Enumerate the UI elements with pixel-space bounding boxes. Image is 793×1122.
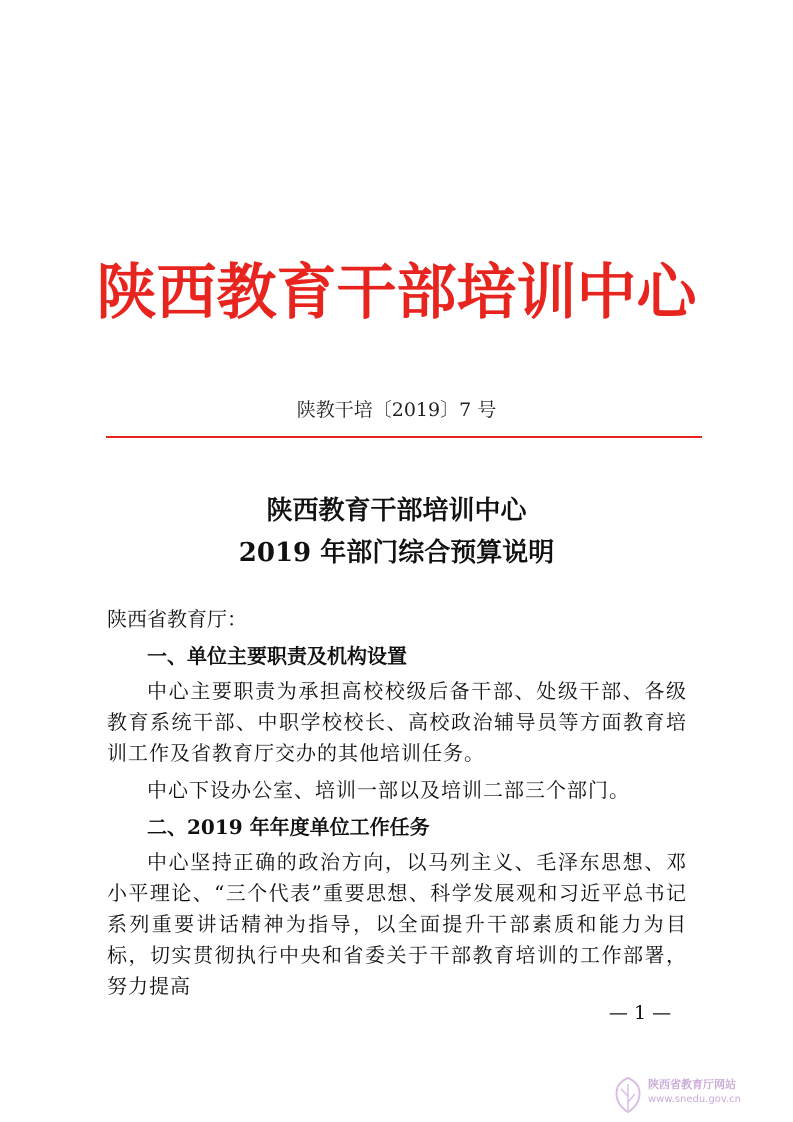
document-number: 陕教干培〔2019〕7 号 [296,399,497,421]
leaf-logo-icon [612,1076,644,1114]
title-line-2: 2019 年部门综合预算说明 [238,538,555,568]
paragraph-3: 中心坚持正确的政治方向，以马列主义、毛泽东思想、邓小平理论、“三个代表”重要思想、科学发展观和习近平总书记系列重要讲话精神为指导，以全面提升干部素质和能力为目标，切实贯彻执行中央和省委关于干部教育培训的工作部署，努力提高 [107,850,687,998]
red-divider [106,436,702,438]
page-number: — 1 — [608,1002,672,1024]
document-title [0,490,793,574]
salutation: 陕西省教育厅： [107,607,247,631]
title-line-1: 陕西教育干部培训中心 [266,496,527,526]
paragraph-2: 中心下设办公室、培训一部以及培训二部三个部门。 [147,778,630,802]
section-heading-1: 一、单位主要职责及机构设置 [147,644,407,668]
document-body [107,604,687,1008]
masthead-title: 陕西教育干部培训中心 [96,258,697,328]
paragraph-1: 中心主要职责为承担高校校级后备干部、处级干部、各级教育系统干部、中职学校校长、高校政治辅导员等方面教育培训工作及省教育厅交办的其他培训任务。 [107,679,687,765]
watermark-site-name: 陕西省教育厅网站 [648,1078,736,1091]
site-watermark [612,1074,787,1118]
section-heading-2: 二、2019 年年度单位工作任务 [147,815,430,839]
watermark-url: www.snedu.gov.cn [648,1094,741,1105]
